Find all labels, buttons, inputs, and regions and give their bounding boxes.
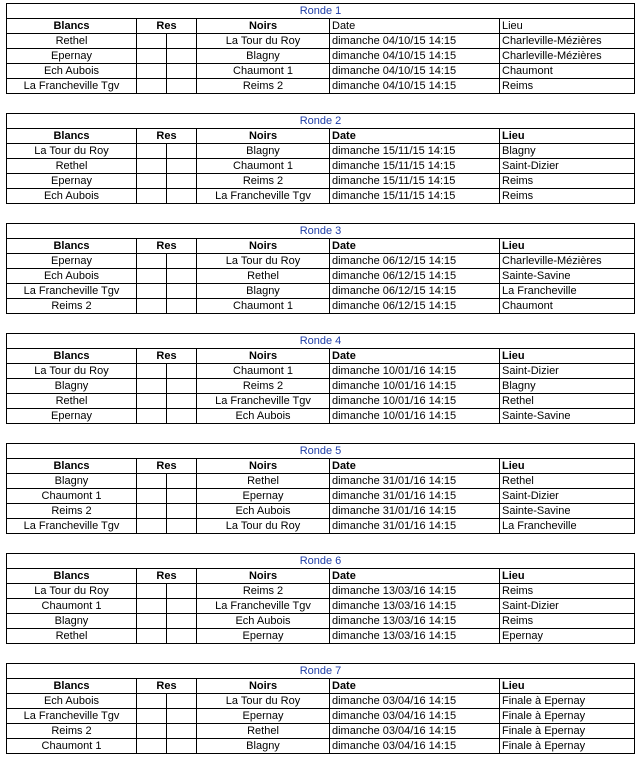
cell-lieu: Epernay bbox=[500, 629, 635, 644]
cell-res-white bbox=[137, 254, 167, 269]
header-noirs: Noirs bbox=[197, 239, 330, 254]
ronde-table bbox=[6, 663, 635, 754]
ronde-block bbox=[6, 3, 634, 97]
cell-res-white bbox=[137, 739, 167, 754]
table-row bbox=[7, 364, 635, 379]
ronde-block bbox=[6, 443, 634, 537]
cell-date: dimanche 04/10/15 14:15 bbox=[330, 64, 500, 79]
cell-date: dimanche 06/12/15 14:15 bbox=[330, 284, 500, 299]
table-row bbox=[7, 394, 635, 409]
table-row bbox=[7, 504, 635, 519]
cell-noirs: Reims 2 bbox=[197, 174, 330, 189]
table-row bbox=[7, 64, 635, 79]
header-row bbox=[7, 679, 635, 694]
cell-date: dimanche 31/01/16 14:15 bbox=[330, 504, 500, 519]
cell-noirs: La Tour du Roy bbox=[197, 254, 330, 269]
header-row bbox=[7, 239, 635, 254]
cell-res-white bbox=[137, 64, 167, 79]
cell-res-white bbox=[137, 584, 167, 599]
cell-res-white bbox=[137, 709, 167, 724]
table-row bbox=[7, 599, 635, 614]
cell-blancs: Reims 2 bbox=[7, 504, 137, 519]
cell-res-black bbox=[167, 474, 197, 489]
cell-lieu: Reims bbox=[500, 79, 635, 94]
cell-date: dimanche 04/10/15 14:15 bbox=[330, 34, 500, 49]
ronde-block bbox=[6, 223, 634, 317]
header-date: Date bbox=[330, 129, 500, 144]
cell-res-white bbox=[137, 519, 167, 534]
cell-lieu: Reims bbox=[500, 614, 635, 629]
table-row bbox=[7, 629, 635, 644]
table-row bbox=[7, 159, 635, 174]
cell-blancs: La Francheville Tgv bbox=[7, 709, 137, 724]
cell-lieu: Rethel bbox=[500, 394, 635, 409]
cell-blancs: Chaumont 1 bbox=[7, 739, 137, 754]
cell-blancs: Rethel bbox=[7, 159, 137, 174]
cell-date: dimanche 13/03/16 14:15 bbox=[330, 629, 500, 644]
cell-blancs: Ech Aubois bbox=[7, 64, 137, 79]
cell-noirs: Chaumont 1 bbox=[197, 159, 330, 174]
cell-lieu: Blagny bbox=[500, 379, 635, 394]
cell-date: dimanche 10/01/16 14:15 bbox=[330, 394, 500, 409]
cell-date: dimanche 10/01/16 14:15 bbox=[330, 409, 500, 424]
cell-lieu: Reims bbox=[500, 174, 635, 189]
table-row bbox=[7, 614, 635, 629]
cell-res-black bbox=[167, 284, 197, 299]
cell-res-white bbox=[137, 724, 167, 739]
cell-noirs: Ech Aubois bbox=[197, 614, 330, 629]
cell-res-white bbox=[137, 49, 167, 64]
cell-blancs: Epernay bbox=[7, 409, 137, 424]
cell-blancs: Ech Aubois bbox=[7, 269, 137, 284]
cell-noirs: La Francheville Tgv bbox=[197, 394, 330, 409]
ronde-title: Ronde 2 bbox=[7, 114, 635, 129]
cell-noirs: Blagny bbox=[197, 739, 330, 754]
cell-date: dimanche 31/01/16 14:15 bbox=[330, 474, 500, 489]
cell-noirs: Blagny bbox=[197, 49, 330, 64]
cell-date: dimanche 03/04/16 14:15 bbox=[330, 694, 500, 709]
cell-lieu: Reims bbox=[500, 584, 635, 599]
cell-res-black bbox=[167, 504, 197, 519]
header-noirs: Noirs bbox=[197, 129, 330, 144]
cell-noirs: Rethel bbox=[197, 269, 330, 284]
header-date: Date bbox=[330, 19, 500, 34]
table-row bbox=[7, 409, 635, 424]
cell-res-black bbox=[167, 739, 197, 754]
cell-blancs: La Tour du Roy bbox=[7, 584, 137, 599]
cell-blancs: Blagny bbox=[7, 614, 137, 629]
cell-res-black bbox=[167, 489, 197, 504]
cell-date: dimanche 15/11/15 14:15 bbox=[330, 189, 500, 204]
header-date: Date bbox=[330, 239, 500, 254]
cell-noirs: La Francheville Tgv bbox=[197, 189, 330, 204]
ronde-table bbox=[6, 223, 635, 314]
cell-blancs: Epernay bbox=[7, 174, 137, 189]
ronde-block bbox=[6, 113, 634, 207]
header-noirs: Noirs bbox=[197, 569, 330, 584]
cell-lieu: Finale à Epernay bbox=[500, 724, 635, 739]
ronde-title: Ronde 1 bbox=[7, 4, 635, 19]
cell-noirs: La Tour du Roy bbox=[197, 34, 330, 49]
table-row bbox=[7, 269, 635, 284]
cell-res-black bbox=[167, 34, 197, 49]
header-lieu: Lieu bbox=[500, 349, 635, 364]
header-res: Res bbox=[137, 349, 197, 364]
table-row bbox=[7, 34, 635, 49]
ronde-title: Ronde 3 bbox=[7, 224, 635, 239]
table-row bbox=[7, 254, 635, 269]
cell-blancs: La Francheville Tgv bbox=[7, 79, 137, 94]
cell-lieu: Saint-Dizier bbox=[500, 364, 635, 379]
ronde-title: Ronde 5 bbox=[7, 444, 635, 459]
cell-lieu: Blagny bbox=[500, 144, 635, 159]
header-row bbox=[7, 569, 635, 584]
header-lieu: Lieu bbox=[500, 459, 635, 474]
header-res: Res bbox=[137, 129, 197, 144]
cell-blancs: Reims 2 bbox=[7, 299, 137, 314]
cell-blancs: Ech Aubois bbox=[7, 189, 137, 204]
cell-res-white bbox=[137, 299, 167, 314]
cell-res-black bbox=[167, 709, 197, 724]
cell-res-black bbox=[167, 724, 197, 739]
header-noirs: Noirs bbox=[197, 459, 330, 474]
cell-res-white bbox=[137, 379, 167, 394]
cell-res-black bbox=[167, 254, 197, 269]
header-date: Date bbox=[330, 349, 500, 364]
cell-res-white bbox=[137, 694, 167, 709]
cell-date: dimanche 31/01/16 14:15 bbox=[330, 519, 500, 534]
cell-date: dimanche 03/04/16 14:15 bbox=[330, 739, 500, 754]
cell-date: dimanche 15/11/15 14:15 bbox=[330, 144, 500, 159]
cell-date: dimanche 06/12/15 14:15 bbox=[330, 254, 500, 269]
cell-res-white bbox=[137, 489, 167, 504]
cell-lieu: Saint-Dizier bbox=[500, 159, 635, 174]
cell-res-white bbox=[137, 629, 167, 644]
header-date: Date bbox=[330, 569, 500, 584]
cell-res-black bbox=[167, 599, 197, 614]
cell-date: dimanche 13/03/16 14:15 bbox=[330, 599, 500, 614]
cell-res-white bbox=[137, 144, 167, 159]
header-row bbox=[7, 19, 635, 34]
ronde-title: Ronde 7 bbox=[7, 664, 635, 679]
header-lieu: Lieu bbox=[500, 19, 635, 34]
cell-res-black bbox=[167, 614, 197, 629]
cell-res-white bbox=[137, 504, 167, 519]
cell-res-black bbox=[167, 299, 197, 314]
cell-res-white bbox=[137, 394, 167, 409]
cell-blancs: Rethel bbox=[7, 34, 137, 49]
cell-noirs: Epernay bbox=[197, 489, 330, 504]
ronde-table bbox=[6, 553, 635, 644]
cell-res-black bbox=[167, 189, 197, 204]
cell-blancs: Chaumont 1 bbox=[7, 599, 137, 614]
cell-lieu: La Francheville bbox=[500, 284, 635, 299]
cell-res-black bbox=[167, 694, 197, 709]
ronde-block bbox=[6, 663, 634, 757]
ronde-table bbox=[6, 3, 635, 94]
table-row bbox=[7, 49, 635, 64]
header-blancs: Blancs bbox=[7, 459, 137, 474]
cell-date: dimanche 06/12/15 14:15 bbox=[330, 299, 500, 314]
header-lieu: Lieu bbox=[500, 679, 635, 694]
cell-noirs: Epernay bbox=[197, 709, 330, 724]
cell-noirs: Reims 2 bbox=[197, 379, 330, 394]
cell-res-black bbox=[167, 79, 197, 94]
cell-res-white bbox=[137, 409, 167, 424]
cell-lieu: Charleville-Mézières bbox=[500, 49, 635, 64]
cell-blancs: La Francheville Tgv bbox=[7, 284, 137, 299]
cell-noirs: Blagny bbox=[197, 284, 330, 299]
cell-date: dimanche 03/04/16 14:15 bbox=[330, 709, 500, 724]
table-row bbox=[7, 299, 635, 314]
ronde-table bbox=[6, 443, 635, 534]
cell-date: dimanche 06/12/15 14:15 bbox=[330, 269, 500, 284]
cell-lieu: Charleville-Mézières bbox=[500, 254, 635, 269]
cell-noirs: Reims 2 bbox=[197, 79, 330, 94]
cell-lieu: Charleville-Mézières bbox=[500, 34, 635, 49]
cell-date: dimanche 31/01/16 14:15 bbox=[330, 489, 500, 504]
cell-noirs: Chaumont 1 bbox=[197, 299, 330, 314]
cell-blancs: Reims 2 bbox=[7, 724, 137, 739]
cell-lieu: Finale à Epernay bbox=[500, 694, 635, 709]
cell-res-black bbox=[167, 144, 197, 159]
cell-noirs: Ech Aubois bbox=[197, 409, 330, 424]
cell-date: dimanche 10/01/16 14:15 bbox=[330, 364, 500, 379]
cell-noirs: Rethel bbox=[197, 474, 330, 489]
cell-lieu: Chaumont bbox=[500, 299, 635, 314]
ronde-block bbox=[6, 553, 634, 647]
header-res: Res bbox=[137, 569, 197, 584]
ronde-table bbox=[6, 333, 635, 424]
header-blancs: Blancs bbox=[7, 569, 137, 584]
table-row bbox=[7, 144, 635, 159]
cell-res-white bbox=[137, 474, 167, 489]
table-row bbox=[7, 79, 635, 94]
cell-res-black bbox=[167, 364, 197, 379]
cell-noirs: Rethel bbox=[197, 724, 330, 739]
cell-date: dimanche 04/10/15 14:15 bbox=[330, 49, 500, 64]
cell-res-black bbox=[167, 269, 197, 284]
cell-blancs: Epernay bbox=[7, 254, 137, 269]
cell-noirs: Reims 2 bbox=[197, 584, 330, 599]
cell-blancs: La Francheville Tgv bbox=[7, 519, 137, 534]
cell-res-white bbox=[137, 364, 167, 379]
header-row bbox=[7, 129, 635, 144]
header-res: Res bbox=[137, 239, 197, 254]
header-res: Res bbox=[137, 459, 197, 474]
cell-res-white bbox=[137, 159, 167, 174]
cell-lieu: Finale à Epernay bbox=[500, 739, 635, 754]
header-noirs: Noirs bbox=[197, 679, 330, 694]
cell-res-black bbox=[167, 629, 197, 644]
cell-date: dimanche 13/03/16 14:15 bbox=[330, 584, 500, 599]
cell-res-white bbox=[137, 284, 167, 299]
cell-blancs: Rethel bbox=[7, 394, 137, 409]
table-row bbox=[7, 174, 635, 189]
table-row bbox=[7, 694, 635, 709]
cell-res-white bbox=[137, 34, 167, 49]
header-lieu: Lieu bbox=[500, 569, 635, 584]
cell-blancs: La Tour du Roy bbox=[7, 364, 137, 379]
cell-blancs: Ech Aubois bbox=[7, 694, 137, 709]
cell-res-white bbox=[137, 269, 167, 284]
header-blancs: Blancs bbox=[7, 19, 137, 34]
header-date: Date bbox=[330, 459, 500, 474]
ronde-title: Ronde 6 bbox=[7, 554, 635, 569]
cell-date: dimanche 15/11/15 14:15 bbox=[330, 174, 500, 189]
cell-res-white bbox=[137, 79, 167, 94]
table-row bbox=[7, 189, 635, 204]
cell-date: dimanche 03/04/16 14:15 bbox=[330, 724, 500, 739]
cell-noirs: Chaumont 1 bbox=[197, 364, 330, 379]
cell-lieu: Sainte-Savine bbox=[500, 409, 635, 424]
header-blancs: Blancs bbox=[7, 679, 137, 694]
cell-res-black bbox=[167, 409, 197, 424]
cell-res-black bbox=[167, 394, 197, 409]
cell-lieu: Reims bbox=[500, 189, 635, 204]
cell-noirs: Blagny bbox=[197, 144, 330, 159]
table-row bbox=[7, 724, 635, 739]
cell-lieu: Sainte-Savine bbox=[500, 504, 635, 519]
table-row bbox=[7, 379, 635, 394]
header-res: Res bbox=[137, 19, 197, 34]
cell-date: dimanche 15/11/15 14:15 bbox=[330, 159, 500, 174]
cell-blancs: La Tour du Roy bbox=[7, 144, 137, 159]
cell-res-white bbox=[137, 174, 167, 189]
cell-blancs: Rethel bbox=[7, 629, 137, 644]
header-date: Date bbox=[330, 679, 500, 694]
table-row bbox=[7, 584, 635, 599]
cell-res-black bbox=[167, 519, 197, 534]
header-noirs: Noirs bbox=[197, 19, 330, 34]
cell-res-white bbox=[137, 614, 167, 629]
cell-date: dimanche 10/01/16 14:15 bbox=[330, 379, 500, 394]
cell-noirs: La Francheville Tgv bbox=[197, 599, 330, 614]
cell-date: dimanche 04/10/15 14:15 bbox=[330, 79, 500, 94]
cell-noirs: La Tour du Roy bbox=[197, 694, 330, 709]
table-row bbox=[7, 739, 635, 754]
cell-blancs: Chaumont 1 bbox=[7, 489, 137, 504]
ronde-table bbox=[6, 113, 635, 204]
header-blancs: Blancs bbox=[7, 239, 137, 254]
cell-lieu: Rethel bbox=[500, 474, 635, 489]
cell-noirs: Chaumont 1 bbox=[197, 64, 330, 79]
table-row bbox=[7, 519, 635, 534]
cell-noirs: Epernay bbox=[197, 629, 330, 644]
header-row bbox=[7, 349, 635, 364]
cell-lieu: La Francheville bbox=[500, 519, 635, 534]
cell-lieu: Chaumont bbox=[500, 64, 635, 79]
table-row bbox=[7, 284, 635, 299]
cell-lieu: Sainte-Savine bbox=[500, 269, 635, 284]
cell-noirs: La Tour du Roy bbox=[197, 519, 330, 534]
ronde-title: Ronde 4 bbox=[7, 334, 635, 349]
cell-res-black bbox=[167, 64, 197, 79]
header-blancs: Blancs bbox=[7, 129, 137, 144]
table-row bbox=[7, 474, 635, 489]
table-row bbox=[7, 489, 635, 504]
header-res: Res bbox=[137, 679, 197, 694]
header-blancs: Blancs bbox=[7, 349, 137, 364]
cell-lieu: Saint-Dizier bbox=[500, 599, 635, 614]
cell-date: dimanche 13/03/16 14:15 bbox=[330, 614, 500, 629]
cell-res-black bbox=[167, 174, 197, 189]
cell-res-black bbox=[167, 584, 197, 599]
ronde-block bbox=[6, 333, 634, 427]
cell-res-white bbox=[137, 599, 167, 614]
schedule-sheet bbox=[6, 3, 634, 757]
cell-res-black bbox=[167, 49, 197, 64]
cell-lieu: Finale à Epernay bbox=[500, 709, 635, 724]
header-noirs: Noirs bbox=[197, 349, 330, 364]
header-lieu: Lieu bbox=[500, 129, 635, 144]
cell-res-black bbox=[167, 159, 197, 174]
header-lieu: Lieu bbox=[500, 239, 635, 254]
cell-noirs: Ech Aubois bbox=[197, 504, 330, 519]
table-row bbox=[7, 709, 635, 724]
cell-blancs: Blagny bbox=[7, 474, 137, 489]
cell-res-white bbox=[137, 189, 167, 204]
cell-blancs: Blagny bbox=[7, 379, 137, 394]
header-row bbox=[7, 459, 635, 474]
cell-res-black bbox=[167, 379, 197, 394]
cell-blancs: Epernay bbox=[7, 49, 137, 64]
cell-lieu: Saint-Dizier bbox=[500, 489, 635, 504]
